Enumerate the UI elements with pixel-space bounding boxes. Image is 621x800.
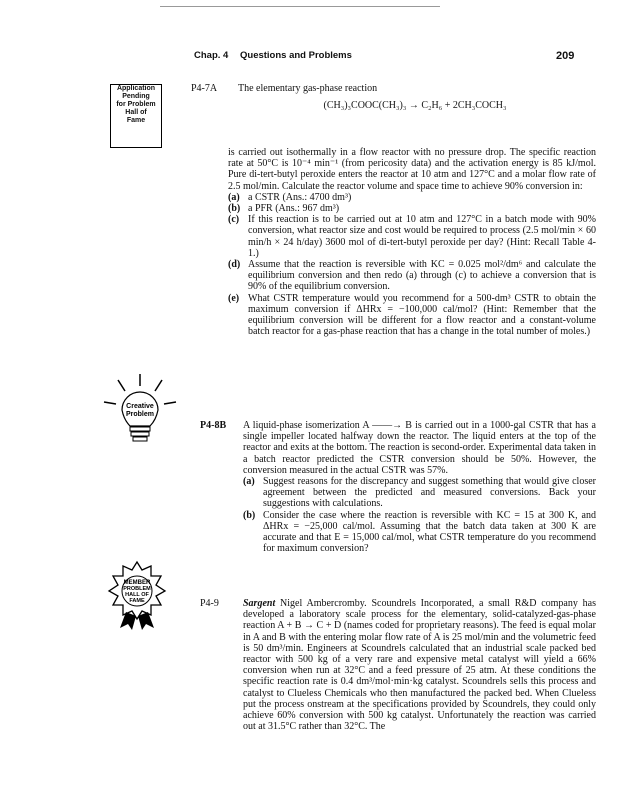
part-text: If this reaction is to be carried out at 10 atm and 127°C in a batch mode with 90% conversion, what reactor size and cost would be required to process (2.5 mol/min × 60 min/h × 24 h/day) 3600 mol of di-tert-butyl peroxide per day? (Hint: Recall Table 4-1.) [248,214,596,259]
problem-number: P4-8B [200,420,227,431]
problem-body [243,598,596,732]
hint-text: (Hint: Remember that the equilibrium conversion will be different for a flow reactor and a constant-volume batch reactor for a gas-phase reaction that has a change in the total number of moles.) [248,303,596,338]
part-e [228,293,596,338]
part-label: (b) [243,509,256,521]
paragraph: is carried out isothermally in a flow reactor with no pressure drop. The specific reaction rate at 50°C is 10⁻⁴ min⁻¹ (from pericosity data) and the activation energy is 85 kJ/mol. Pure di-tert-butyl peroxide enters the reactor at 10 atm and 127°C and a molar flow rate of 2.5 mol/min. Calculate the reactor volume and space time to achieve 90% conversion in: [228,147,596,192]
badge-line: for Problem [116,101,156,108]
part-b [243,510,596,555]
creative-label: Creative [126,403,154,410]
badge-line: Fame [126,117,146,124]
running-header [0,50,621,64]
paragraph: Nigel Ambercromby. Scoundrels Incorporated, a small R&D company has developed a laboratory scale process for the elementary, solid-catalyzed-gas-phase reaction A + B → C + D (names coded for proprietary reasons). The feed is equal molar in A and B with the entering molar flow rate of A is 25 mol/min and the volumetric feed is 50 dm³/min. Engineers at Scoundrels calculated that an industrial scale packed bed reactor with 500 kg of a very rare and expensive metal catalyst will yield a 66% conversion when run at 32°C and a feed pressure of 25 atm. At these conditions the specific reaction rate is 0.4 dm³/mol·min·kg catalyst. Scoundrels sells this process and catalyst to Clueless Chemicals who then manufactured the packed bed. When Clueless put the process onstream at the specifications provided by Scoundrels, they could only achieve 60% conversion with 500 kg catalyst. Unfortunately the reaction was carried out at 31.5°C rather than 32°C. The [243,598,596,733]
problem-body [228,147,596,337]
part-text: a PFR (Ans.: 967 dm³) [248,203,340,215]
badge-line: Application [116,85,156,92]
creative-problem-lightbulb-icon [100,372,180,452]
part-d [228,259,596,293]
paragraph: A liquid-phase isomerization A ——→ B is carried out in a 1000-gal CSTR that has a single impeller located halfway down the reactor. The liquid enters at the top of the reactor and exits at the bottom. The reaction is second-order. Experimental data taken in a batch reactor predicted the CSTR conversion should be 50%. However, the conversion measured in the actual CSTR was 57%. [243,420,596,476]
problem-label: Problem [125,411,155,418]
part-label: (b) [228,203,241,215]
sargent-lead: Sargent [243,598,276,609]
chapter-label: Chap. 4 [194,50,229,61]
problem-body [243,420,596,554]
part-text: Consider the case where the reaction is reversible with KC = 15 at 300 K, and ΔHRx = −25,000 cal/mol. Assuming that the batch data taken at 300 K are accurate and that E = 15,000 cal/mol, what CSTR temperature do you recommend for maximum conversion? [263,509,596,555]
part-text: a CSTR (Ans.: 4700 dm³) [248,191,352,203]
part-c [228,214,596,259]
fame-label: FAME [129,598,145,604]
page-number: 209 [556,50,575,62]
problem-label: PROBLEM [123,586,151,592]
top-rule [160,6,440,7]
problem-intro [238,83,596,94]
part-label: (a) [228,191,240,203]
part-label: (c) [228,214,240,226]
badge-line: Hall of [125,109,147,116]
application-pending-badge [110,84,162,148]
part-text: Assume that the reaction is reversible with KC = 0.025 mol²/dm⁶ and calculate the equilibrium conversion and then redo (a) through (c) to achieve a conversion that is 90% of the equilibrium conversion. [248,259,596,293]
part-a [228,192,596,203]
section-title: Questions and Problems [240,50,352,61]
member-label: MEMBER [123,580,151,586]
part-text: What CSTR temperature would you recommend for a 500-dm³ CSTR to obtain the maximum conversion if ΔHRx = −100,000 cal/mol? [248,292,596,315]
part-label: (e) [228,292,240,304]
hall-of-fame-seal-icon [104,560,170,630]
part-label: (a) [243,476,255,488]
hall-of-label: HALL OF [125,592,149,598]
part-b [228,203,596,214]
reaction-equation: (CH₃)₃COOC(CH₃)₃ → C₂H₆ + 2CH₃COCH₃ [323,100,507,111]
intro-text: The elementary gas-phase reaction [238,83,378,94]
badge-line: Pending [122,93,150,100]
problem-number: P4-9 [200,598,219,609]
part-label: (d) [228,259,241,271]
problem-number: P4-7A [191,83,218,94]
part-a [243,476,596,510]
part-text: Suggest reasons for the discrepancy and suggest something that would give closer agreement between the predicted and measured conversions. Back your suggestions with calculations. [263,476,596,510]
